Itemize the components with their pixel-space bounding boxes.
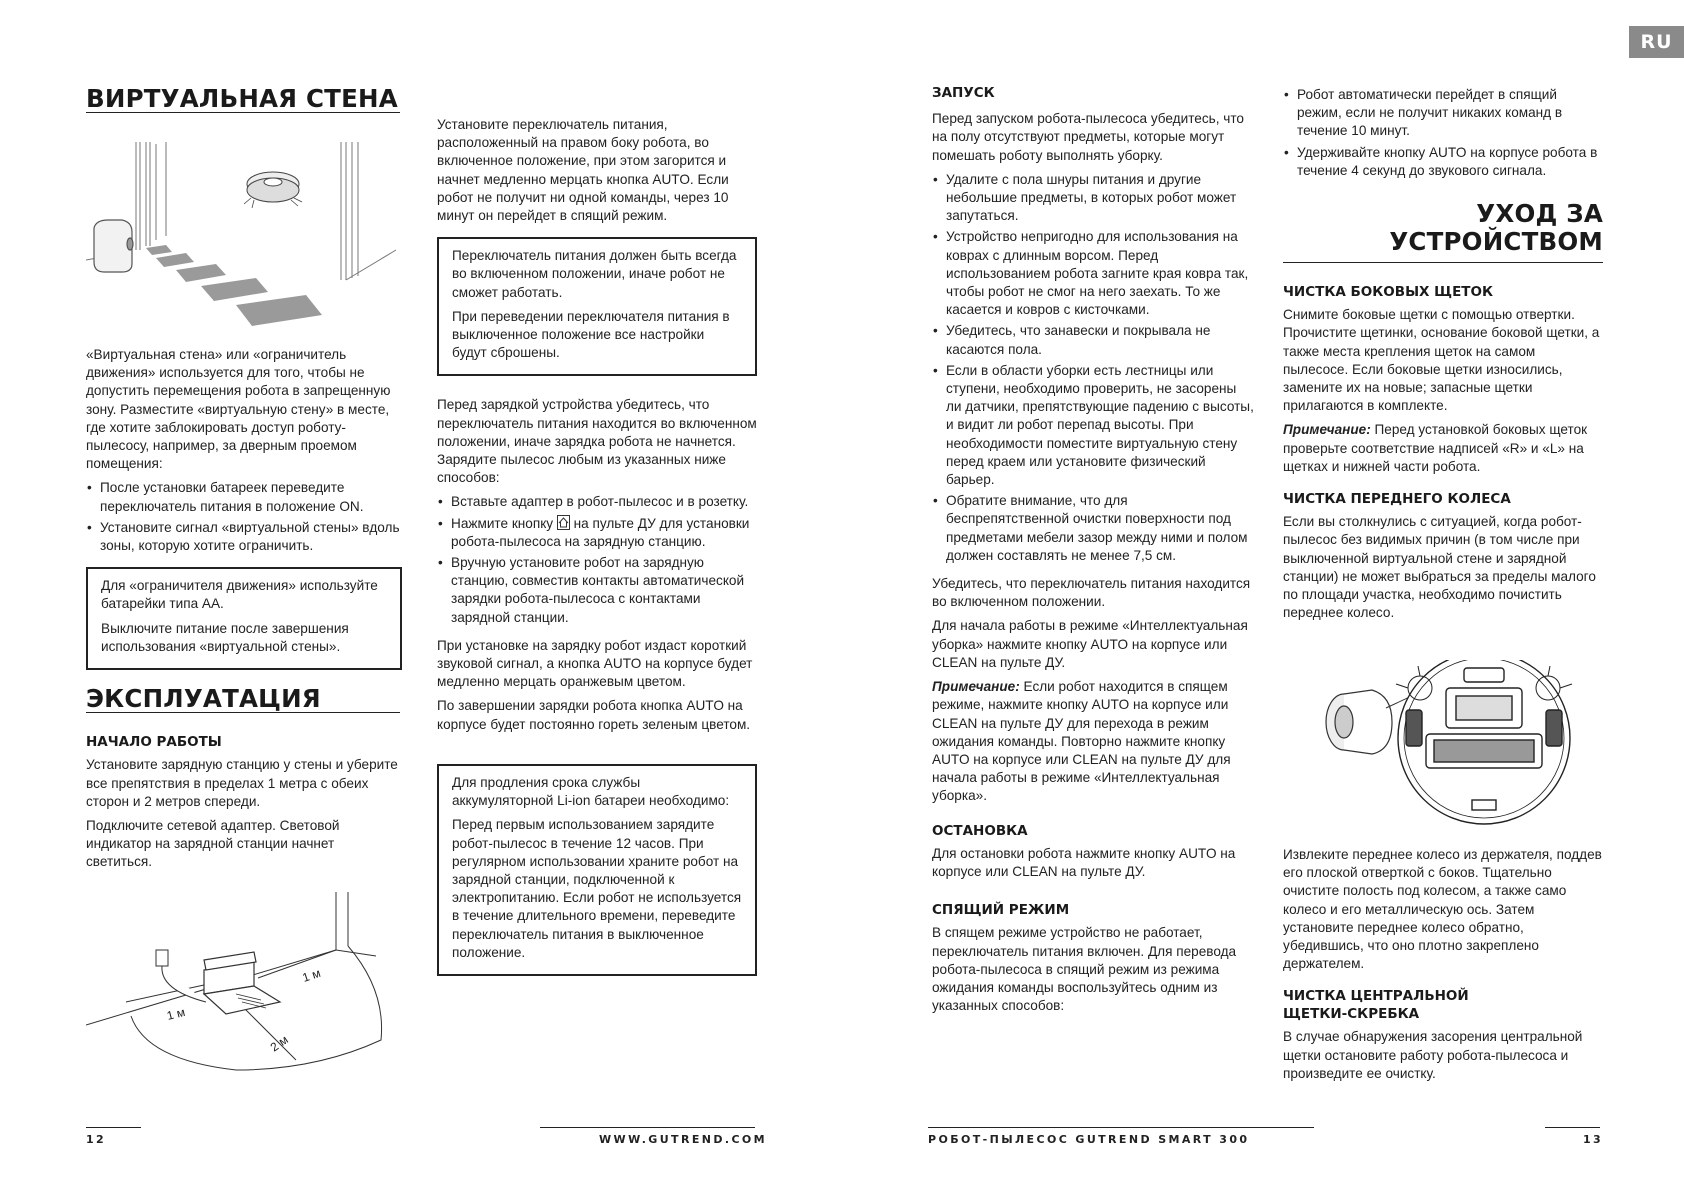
power-switch-note-box: [437, 237, 757, 376]
list-item: • Робот автоматически перейдет в спящий режим, если не получит никаких команд в течение 10 минут.: [1283, 86, 1603, 141]
side-brush-note: [1283, 421, 1603, 476]
front-wheel-paragraph: Если вы столкнулись с ситуацией, когда робот-пылесос без видимых причин (в том числе при выключенной виртуальной стене и зарядной станции) не может выбраться за пределы малого по площади участка, необходимо почистить переднее колесо.: [1283, 514, 1596, 621]
dimension-label-left: 1 м: [165, 1004, 187, 1023]
language-badge: RU: [1629, 26, 1684, 58]
virtual-wall-intro: «Виртуальная стена» или «ограничитель движения» используется для того, чтобы не допустить перемещения робота в запрещенную зону. Разместите «виртуальную стену» в месте, где хотите заблокировать доступ роботу-пылесосу, например, за дверным проемом помещения:: [86, 347, 391, 472]
note-label: Примечание:: [1283, 422, 1371, 438]
left-column-2: [437, 116, 757, 976]
sleep-method-bullets: [1283, 86, 1603, 180]
note-paragraph: При переведении переключателя питания в выключенное положение все настройки будут сброшены.: [452, 308, 730, 361]
list-item: • Вручную установите робот на зарядную станцию, совместив контакты автоматической зарядки робота-пылесоса с контактами зарядной станции.: [437, 554, 757, 627]
footer-line-right-1: [928, 1127, 1314, 1128]
note-text: Если робот находится в спящем режиме, нажмите кнопку AUTO на корпусе или CLEAN на пульте ДУ для перехода в режим ожидания команды. Повторно нажмите кнопку AUTO на корпусе или CLEAN на пульте ДУ для начала работы в режиме «Интеллектуальная уборка».: [932, 679, 1231, 804]
side-brush-heading: ЧИСТКА БОКОВЫХ ЩЕТОК: [1283, 284, 1494, 301]
power-switch-paragraph: Установите переключатель питания, расположенный на правом боку робота, во включенное положение, при этом загорится и начнет медленно мерцать кнопка AUTO. Если робот не получит ни одной команды, через 10 минут он перейдет в спящий режим.: [437, 117, 729, 224]
right-column-2-lower: [1283, 846, 1603, 1089]
start-paragraph-1: Установите зарядную станцию у стены и уберите все препятствия в пределах 1 метра с обеих сторон и 2 метров спереди.: [86, 757, 398, 809]
virtual-wall-body: [86, 346, 402, 670]
list-item: • Удалите с пола шнуры питания и другие небольшие предметы, в которых робот может запутаться.: [932, 171, 1254, 226]
right-column-1: [932, 84, 1254, 1021]
list-item: • После установки батареек переведите переключатель питания в положение ON.: [86, 479, 402, 515]
note-label: Примечание:: [932, 679, 1020, 695]
charging-station-diagram: [86, 890, 402, 1080]
note-paragraph: Переключатель питания должен быть всегда во включенном положении, иначе робот не сможет работать.: [452, 248, 737, 300]
footer-line-right-2: [1545, 1127, 1600, 1128]
list-item: • Устройство непригодно для использования на коврах с длинным ворсом. Перед использованием робота загните края ковра так, чтобы робот не смог на него заехать. То же касается и ковров с кисточками.: [932, 228, 1254, 319]
charging-intro: Перед зарядкой устройства убедитесь, что переключатель питания находится во включенном положении, иначе зарядка робота не начнется. Зарядите пылесос любым из указанных ниже способов:: [437, 397, 757, 486]
virtual-wall-illustration: [86, 140, 402, 340]
care-title: [1283, 200, 1603, 263]
note-paragraph: Для «ограничителя движения» используйте батарейки типа АА.: [101, 578, 378, 612]
charging-complete-paragraph: По завершении зарядки робота кнопка AUTO на корпусе будет постоянно гореть зеленым цветом.: [437, 698, 751, 732]
side-brush-paragraph: Снимите боковые щетки с помощью отвертки. Прочистите щетинки, основание боковой щетки, а также места крепления щеток на самом пылесосе. Если боковые щетки износились, замените их на новые; запасные щетки прилагаются в комплекте.: [1283, 307, 1600, 414]
dimension-label-right: 1 м: [300, 965, 323, 985]
note-paragraph: Выключите питание после завершения использования «виртуальной стены».: [101, 620, 349, 654]
launch-bullets: [932, 171, 1254, 565]
main-brush-heading: [1283, 987, 1603, 1023]
operation-title: ЭКСПЛУАТАЦИЯ: [86, 690, 400, 713]
stop-paragraph: Для остановки робота нажмите кнопку AUTO на корпусе или CLEAN на пульте ДУ.: [932, 845, 1236, 879]
switch-check-paragraph: Убедитесь, что переключатель питания находится во включенном положении.: [932, 576, 1251, 610]
dimension-label-front: 2 м: [267, 1032, 291, 1055]
list-item: • Если в области уборки есть лестницы или ступени, необходимо проверить, не засорены ли датчики, препятствующие падению с высоты, и видит ли робот перепад высоты. При необходимости поместите виртуальную стену перед краем или установите физический барьер.: [932, 362, 1254, 489]
front-wheel-instructions: Извлеките переднее колесо из держателя, поддев его плоской отверткой с боков. Тщательно очистите полость под колесом, а также само колесо и его металлическую ось. Затем установите переднее колесо обратно, убедившись, что оно плотно закреплено держателем.: [1283, 847, 1602, 972]
start-paragraph-2: Подключите сетевой адаптер. Световой индикатор на зарядной станции начнет светиться.: [86, 818, 340, 870]
charging-methods-list: [437, 493, 757, 626]
list-item: • Установите сигнал «виртуальной стены» вдоль зоны, которую хотите ограничить.: [86, 519, 402, 555]
battery-note-box: [437, 764, 757, 976]
virtual-wall-title: ВИРТУАЛЬНАЯ СТЕНА: [86, 90, 400, 113]
care-title-line-2: УСТРОЙСТВОМ: [1389, 227, 1603, 257]
care-title-line-1: УХОД ЗА: [1476, 199, 1603, 229]
website-footer: WWW.GUTREND.COM: [599, 1133, 768, 1146]
main-brush-paragraph: В случае обнаружения засорения центральной щетки остановите работу робота-пылесоса и произведите ее очистку.: [1283, 1029, 1583, 1081]
robot-underside-illustration: [1296, 660, 1596, 835]
home-button-icon: [557, 515, 570, 530]
list-item: • Вставьте адаптер в робот-пылесос и в розетку.: [437, 493, 757, 511]
note-paragraph: Для продления срока службы аккумуляторной Li-ion батареи необходимо:: [452, 774, 730, 809]
bullet-text-post: на пульте ДУ для установки робота-пылесоса на зарядную станцию.: [451, 515, 750, 549]
footer-line-left-2: [540, 1127, 755, 1128]
start-heading: НАЧАЛО РАБОТЫ: [86, 734, 222, 751]
page-number-left: 12: [86, 1133, 107, 1146]
bullet-text-pre: Нажмите кнопку: [451, 515, 554, 531]
note-paragraph: Перед первым использованием зарядите робот-пылесос в течение 12 часов. При регулярном использовании храните робот на зарядной станции, подключенной к электропитанию. Если робот не используется в течение длительного времени, переведите переключатель питания в выключенное положение.: [452, 817, 742, 960]
main-brush-heading-line-1: ЧИСТКА ЦЕНТРАЛЬНОЙ: [1283, 988, 1469, 1005]
left-column-1: [86, 84, 400, 113]
product-footer: РОБОТ-ПЫЛЕСОС GUTREND SMART 300: [928, 1133, 1250, 1146]
virtual-wall-bullets: [86, 479, 402, 555]
sleep-heading: СПЯЩИЙ РЕЖИМ: [932, 902, 1070, 919]
front-wheel-heading: ЧИСТКА ПЕРЕДНЕГО КОЛЕСА: [1283, 491, 1511, 508]
list-item: • Убедитесь, что занавески и покрывала не касаются пола.: [932, 322, 1254, 358]
launch-intro: Перед запуском робота-пылесоса убедитесь, что на полу отсутствуют предметы, которые могут помешать роботу выполнять уборку.: [932, 111, 1244, 163]
page-number-right: 13: [1583, 1133, 1604, 1146]
virtual-wall-note-box: [86, 567, 402, 670]
launch-heading: ЗАПУСК: [932, 85, 995, 101]
list-item: [437, 515, 757, 551]
stop-heading: ОСТАНОВКА: [932, 822, 1028, 839]
main-brush-heading-line-2: ЩЕТКИ-СКРЕБКА: [1283, 1006, 1420, 1023]
right-column-2: [1283, 86, 1603, 628]
auto-mode-paragraph: Для начала работы в режиме «Интеллектуальная уборка» нажмите кнопку AUTO на корпусе или CLEAN на пульте ДУ.: [932, 618, 1248, 670]
sleep-note-paragraph: [932, 678, 1254, 805]
note-text: Перед установкой боковых щеток проверьте соответствие надписей «R» и «L» на щетках и нижней части робота.: [1283, 422, 1588, 474]
charging-signal-paragraph: При установке на зарядку робот издаст короткий звуковой сигнал, а кнопка AUTO на корпусе будет медленно мерцать оранжевым цветом.: [437, 637, 753, 690]
list-item: • Удерживайте кнопку AUTO на корпусе робота в течение 4 секунд до звукового сигнала.: [1283, 144, 1603, 180]
sleep-paragraph: В спящем режиме устройство не работает, переключатель питания включен. Для перевода робота-пылесоса в спящий режим из режима ожидания команды воспользуйтесь одним из указанных способов:: [932, 925, 1237, 1014]
footer-line-left-1: [86, 1127, 141, 1128]
operation-section: [86, 684, 400, 878]
list-item: • Обратите внимание, что для беспрепятственной очистки поверхности под предметами мебели зазор между ними и полом должен составлять не менее 7,5 см.: [932, 492, 1254, 565]
